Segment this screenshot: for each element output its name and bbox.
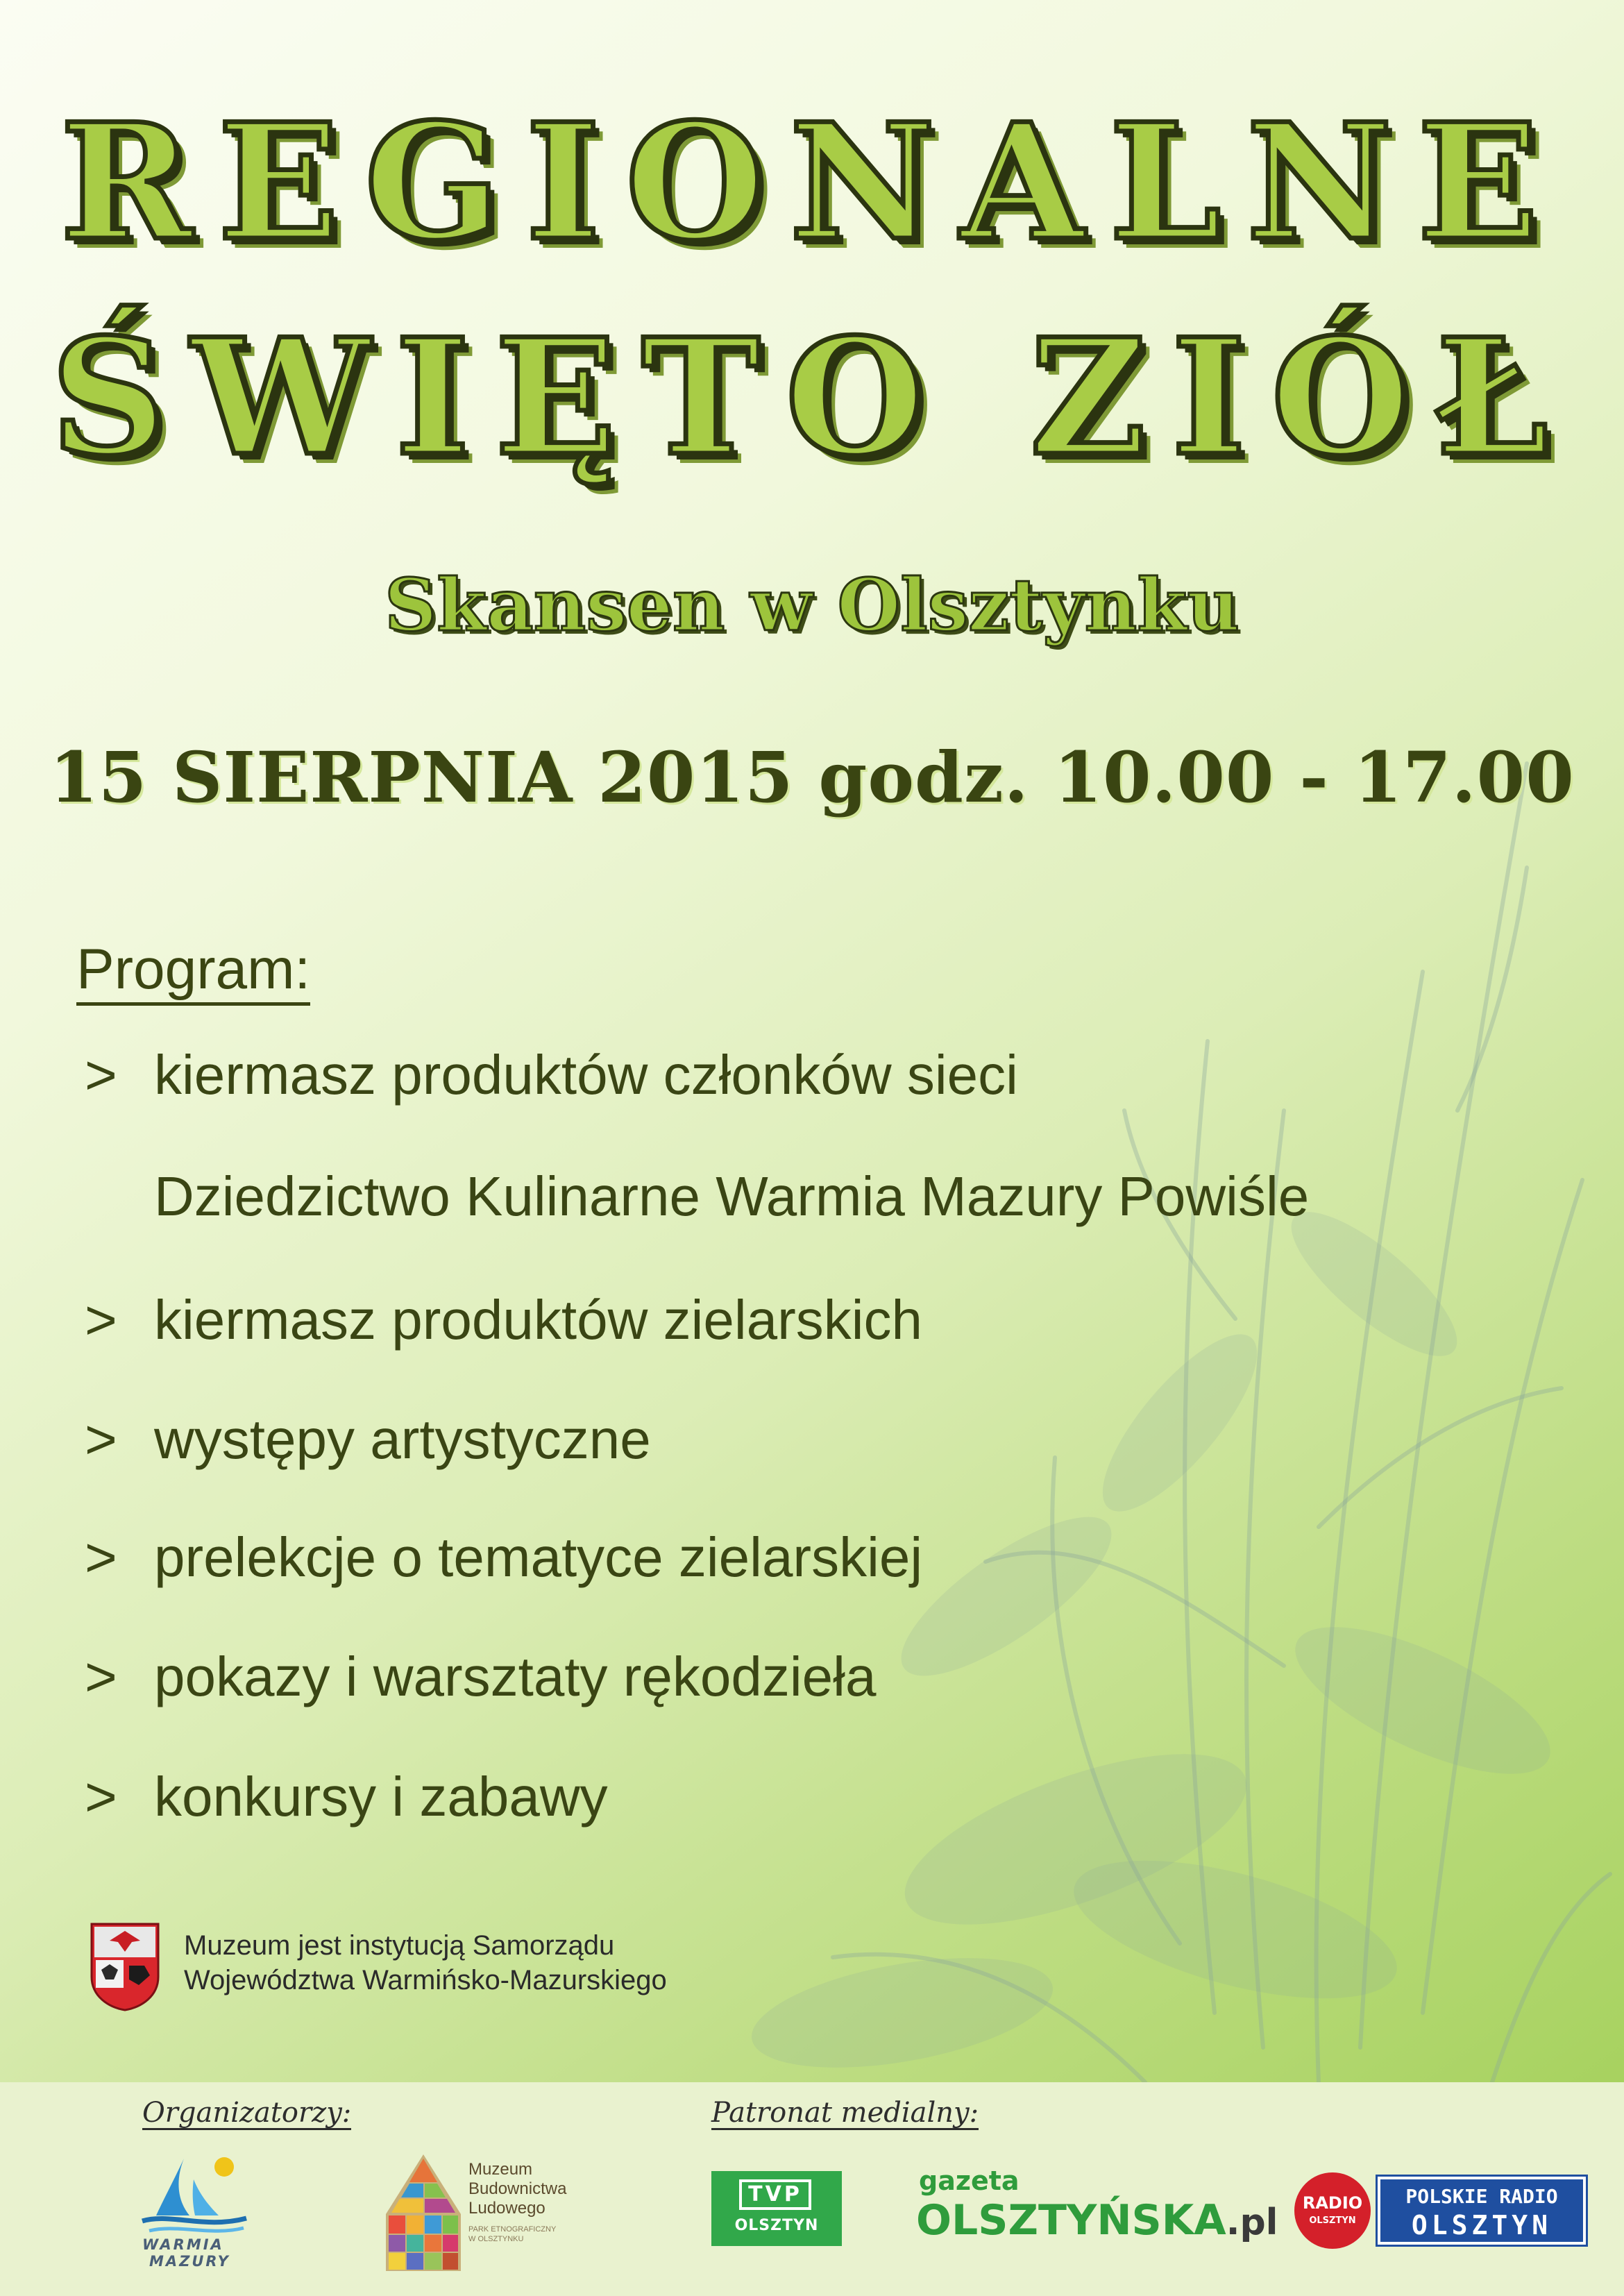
- warmia-mazury-text-1: WARMIA: [142, 2236, 224, 2253]
- polskie-radio-olsztyn-logo: [1294, 2172, 1589, 2249]
- program-item-text: występy artystyczne: [154, 1408, 651, 1470]
- program-item-text: kiermasz produktów zielarskich: [154, 1289, 923, 1351]
- sail-icon: [135, 2152, 253, 2235]
- title-line-1: REGIONALNE: [60, 89, 1564, 276]
- radio-badge-text: RADIO: [1302, 2193, 1363, 2213]
- tvp-city: OLSZTYN: [734, 2217, 819, 2234]
- program-item: [85, 1766, 608, 1827]
- bullet-arrow: >: [85, 1408, 117, 1470]
- mbl-text-3: Ludowego: [468, 2199, 545, 2218]
- tvp-mark: TVP: [748, 2182, 802, 2206]
- program-item: [85, 1409, 651, 1470]
- bullet-arrow: >: [85, 1044, 117, 1106]
- radio-badge-city: OLSZTYN: [1309, 2215, 1356, 2226]
- subtitle: Skansen w Olsztynku: [384, 562, 1240, 648]
- museum-note-line-2: Województwa Warmińsko-Mazurskiego: [184, 1965, 667, 1995]
- tvp-olsztyn-logo: [711, 2171, 842, 2246]
- program-item: [85, 1646, 876, 1707]
- bullet-arrow: >: [85, 1646, 117, 1707]
- mosaic-house-icon: [382, 2152, 465, 2273]
- program-item-text: konkursy i zabawy: [154, 1766, 608, 1827]
- organizers-label: Organizatorzy:: [142, 2097, 352, 2129]
- event-date: 15 SIERPNIA 2015 godz. 10.00 - 17.00: [49, 736, 1575, 818]
- warmia-mazury-text-2: MAZURY: [149, 2253, 230, 2270]
- bullet-arrow: >: [85, 1526, 117, 1588]
- bullet-arrow: >: [85, 1766, 117, 1827]
- program-heading: Program:: [76, 938, 310, 1006]
- program-item-text: kiermasz produktów członków sieci: [154, 1044, 1018, 1106]
- title-line-2: ŚWIĘTO ZIÓŁ: [51, 304, 1573, 491]
- warmia-mazury-logo: [135, 2152, 253, 2270]
- media-patronage-label: Patronat medialny:: [711, 2097, 979, 2129]
- mbl-text-1: Muzeum: [468, 2160, 533, 2179]
- program-item-text: Dziedzictwo Kulinarne Warmia Mazury Powiśle: [154, 1165, 1310, 1227]
- gazeta-olsztynska-logo: [916, 2166, 1278, 2256]
- radio-badge: [1294, 2172, 1371, 2249]
- program-item: [85, 1527, 922, 1588]
- program-item: [85, 1045, 1018, 1106]
- radio-line-1: POLSKIE RADIO: [1405, 2185, 1558, 2208]
- mbl-text-4: PARK ETNOGRAFICZNY: [468, 2225, 557, 2234]
- mbl-text-5: W OLSZTYNKU: [468, 2235, 524, 2243]
- program-item: [85, 1290, 922, 1351]
- muzeum-budownictwa-logo: [382, 2152, 590, 2273]
- gazeta-main: OLSZTYŃSKA: [916, 2196, 1226, 2245]
- radio-line-2: OLSZTYN: [1411, 2210, 1553, 2240]
- program-item-text: prelekcje o tematyce zielarskiej: [154, 1526, 923, 1588]
- gazeta-top: gazeta: [919, 2166, 1020, 2196]
- museum-note-line-1: Muzeum jest instytucją Samorządu: [184, 1930, 615, 1961]
- bullet-arrow: >: [85, 1289, 117, 1351]
- gazeta-suffix: .pl: [1226, 2202, 1278, 2243]
- program-item-text: pokazy i warsztaty rękodzieła: [154, 1646, 877, 1707]
- coat-of-arms-icon: [89, 1921, 161, 2011]
- mbl-text-2: Budownictwa: [468, 2179, 567, 2198]
- program-item-continuation: [154, 1166, 1309, 1227]
